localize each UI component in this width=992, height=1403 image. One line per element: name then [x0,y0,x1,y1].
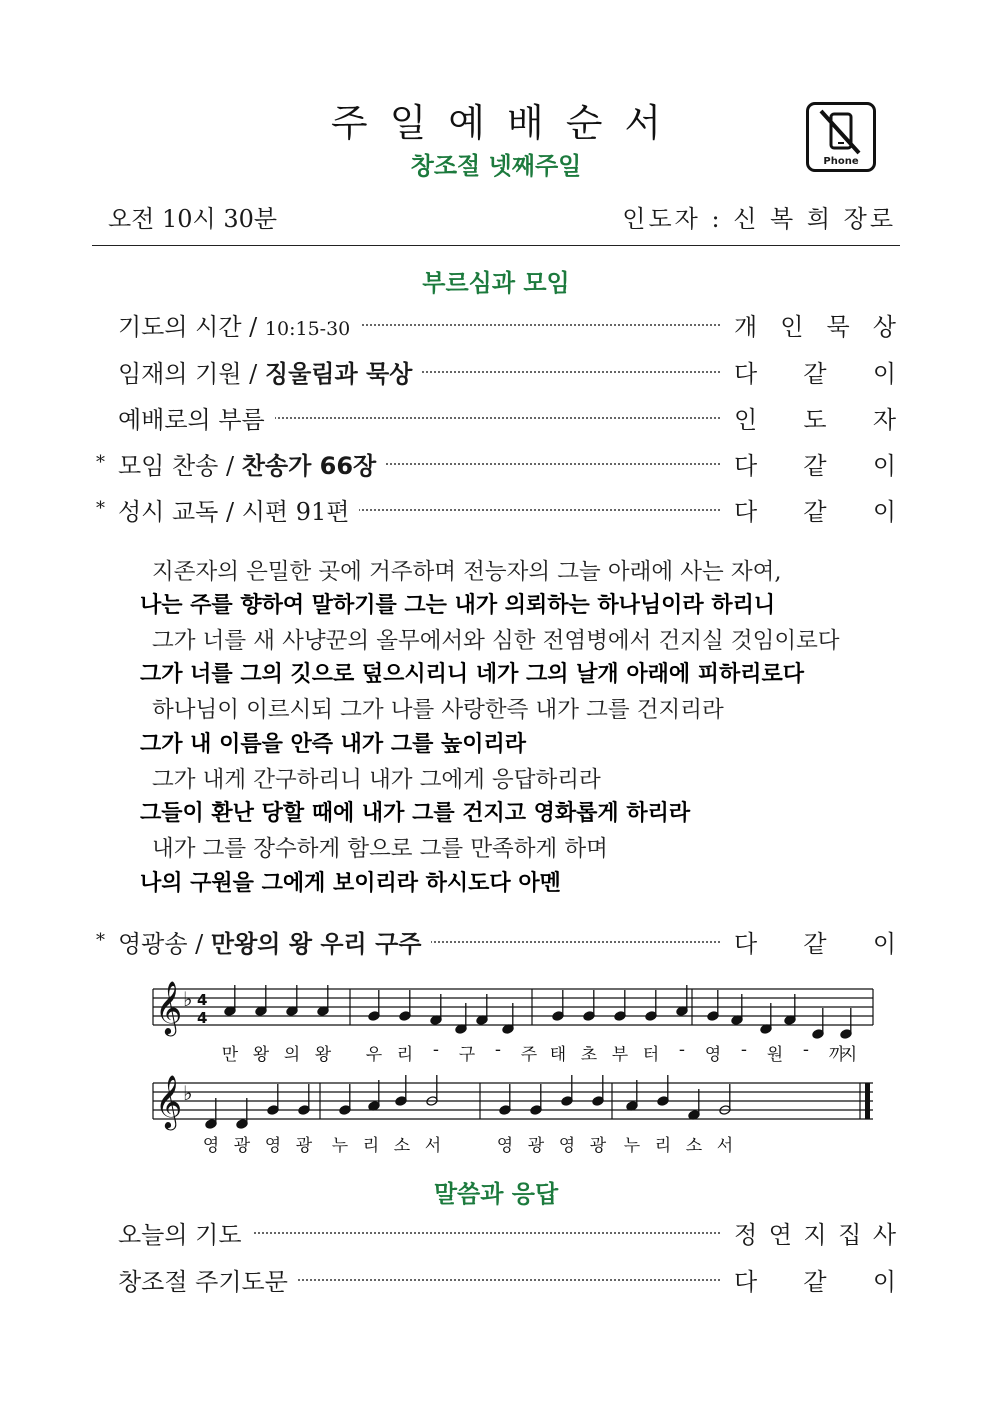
lyric-syllable: 부 [611,1045,629,1065]
psalm-line-response: 그들이 환난 당할 때에 내가 그를 건지고 영화롭게 하리라 [140,801,691,826]
lyric-syllable: 리 [396,1045,414,1065]
performer-char: 이 [872,452,896,480]
phone-label: Phone [823,156,859,167]
lyric-syllable: 영 [264,1136,282,1156]
performer-char: 다 [734,930,758,958]
svg-text:♭: ♭ [183,987,193,1011]
label-bold: 징울림과 묵상 [264,360,413,388]
lyric-syllable: 까 [828,1045,846,1065]
lyric-syllable: 소 [685,1136,703,1156]
lyric-syllable: 주 [520,1045,538,1065]
lyric-syllable: 서 [424,1136,442,1156]
order-item-label [118,446,386,481]
performer-char: 정 [734,1221,758,1249]
standing-mark: * [96,930,105,951]
performer-char: 집 [838,1221,862,1249]
lyric-syllable: 광 [295,1136,313,1156]
svg-text:4: 4 [197,1009,208,1027]
lyric-syllable: 구 [458,1045,476,1065]
label-text: 임재의 기원 / [118,360,265,388]
performer-char: 같 [803,930,827,958]
label-bold: 찬송가 66장 [241,452,377,480]
page-title: 주일예배순서 [330,101,684,145]
lyric-syllable: 누 [623,1136,641,1156]
psalm-line-response: 그가 내 이름을 안즉 내가 그를 높이리라 [140,732,526,757]
lyric-syllable: - [802,1040,810,1060]
psalm-line-leader: 내가 그를 장수하게 함으로 그를 만족하게 하며 [152,836,608,862]
psalm-line-leader: 하나님이 이르시되 그가 나를 사랑한즉 내가 그를 건지리라 [152,697,724,723]
performer-char: 묵 [826,313,850,341]
order-item-performer [734,1262,896,1297]
order-item-performer [734,1215,896,1250]
performer-char: 연 [768,1221,792,1249]
psalm-line-leader: 지존자의 은밀한 곳에 거주하며 전능자의 그늘 아래에 사는 자여, [152,559,782,585]
lyric-syllable: 영 [202,1136,220,1156]
lyric-syllable: 왕 [314,1045,332,1065]
lyric-syllable: - [678,1040,686,1060]
lyric-syllable: 원 [766,1045,784,1065]
lyric-syllable: 초 [580,1045,598,1065]
lyric-syllable: 영 [496,1136,514,1156]
standing-mark: * [96,498,105,519]
order-item-label: 오늘의 기도 [118,1215,252,1250]
performer-char: 지 [803,1221,827,1249]
order-item-label: 예배로의 부름 [118,400,275,435]
label-text: 영광송 / [118,930,211,958]
performer-char: 인 [780,313,804,341]
lyric-syllable: 광 [527,1136,545,1156]
performer-char: 이 [872,930,896,958]
performer-char: 이 [872,498,896,526]
lyric-syllable: 만 [221,1045,239,1065]
order-item-label: 성시 교독 / 시편 91편 [118,492,359,527]
performer-char: 같 [803,360,827,388]
lyric-syllable: 리 [654,1136,672,1156]
psalm-line-leader: 그가 내게 간구하리니 내가 그에게 응답하리라 [152,767,601,793]
lyric-syllable: 영 [704,1045,722,1065]
service-leader: 인도자 : 신 복 희 장로 [622,205,896,233]
performer-char: 이 [872,1268,896,1296]
lyric-syllable: 광 [233,1136,251,1156]
lyric-syllable: 우 [365,1045,383,1065]
svg-text:4: 4 [197,991,208,1009]
lyric-syllable: 태 [549,1045,567,1065]
performer-char: 다 [734,1268,758,1296]
performer-char: 사 [872,1221,896,1249]
order-item-label [118,354,422,389]
label-bold: 만왕의 왕 우리 구주 [210,930,422,958]
section-title-gathering: 부르심과 모임 [422,269,570,297]
psalm-line-response: 나의 구원을 그에게 보이리라 하시도다 아멘 [140,871,561,896]
lyric-syllable: 의 [283,1045,301,1065]
performer-char: 이 [872,360,896,388]
lyric-syllable: - [494,1040,502,1060]
performer-char: 같 [803,498,827,526]
performer-char: 다 [734,452,758,480]
performer-char: 자 [872,406,896,434]
psalm-line-response: 나는 주를 향하여 말하기를 그는 내가 의뢰하는 하나님이라 하리니 [140,593,776,618]
performer-char: 같 [803,1268,827,1296]
performer-char: 상 [872,313,896,341]
page-subtitle: 창조절 넷째주일 [410,152,582,180]
order-item-label: 창조절 주기도문 [118,1262,298,1297]
lyric-syllable: 리 [362,1136,380,1156]
performer-char: 같 [803,452,827,480]
section-title-word: 말씀과 응답 [433,1180,559,1208]
lyric-syllable: - [740,1040,748,1060]
lyric-syllable: 소 [393,1136,411,1156]
order-item [96,1262,896,1296]
lyric-syllable: 터 [642,1045,660,1065]
svg-text:♭: ♭ [183,1081,193,1105]
lyric-syllable: 지 [840,1045,858,1065]
lyric-syllable: 누 [331,1136,349,1156]
order-item [96,1215,896,1249]
service-time: 오전 10시 30분 [108,205,278,233]
label-time: 10:15-30 [264,318,351,340]
performer-char: 다 [734,498,758,526]
lyric-syllable: - [432,1040,440,1060]
lyric-syllable: 서 [716,1136,734,1156]
label-text: 기도의 시간 / [118,313,265,341]
psalm-line-response: 그가 너를 그의 깃으로 덮으시리니 네가 그의 날개 아래에 피하리로다 [140,662,804,687]
order-item-label [118,924,431,959]
svg-text:𝄞: 𝄞 [155,980,183,1034]
label-text: 모임 찬송 / [118,452,242,480]
performer-char: 개 [734,313,758,341]
lyric-syllable: 왕 [252,1045,270,1065]
standing-mark: * [96,452,105,473]
lyric-syllable: 광 [589,1136,607,1156]
performer-char: 도 [803,406,827,434]
performer-char: 인 [734,406,758,434]
psalm-line-leader: 그가 너를 새 사냥꾼의 올무에서와 심한 전염병에서 건지실 것임이로다 [152,628,840,654]
lyric-syllable: 영 [558,1136,576,1156]
performer-char: 다 [734,360,758,388]
svg-text:𝄞: 𝄞 [155,1074,183,1128]
order-item-label [118,307,360,342]
